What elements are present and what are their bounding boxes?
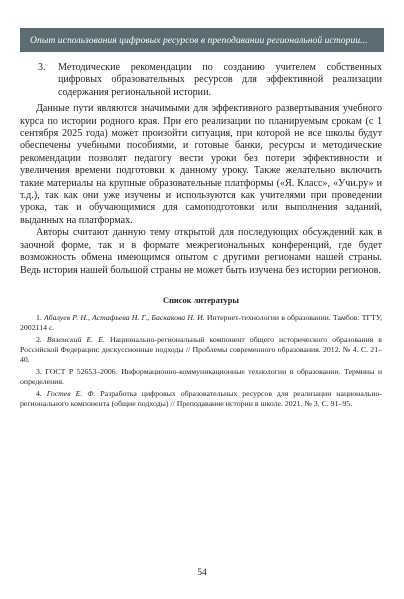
page-number: 54 <box>197 568 207 578</box>
reference-number: 2. <box>36 335 42 345</box>
references-list <box>20 313 382 409</box>
reference-number: 4. <box>36 389 42 399</box>
running-title: Опыт использования цифровых ресурсов в преподавании региональной истории... <box>30 34 368 46</box>
list-item <box>20 62 382 99</box>
paragraph: Авторы считают данную тему открытой для последующих обсуждений как в заочной форме, так и в формате межрегиональных конференций, где будет возможность обмена имеющимся опытом с другими регионами нашей страны. Ведь история нашей большой страны не может быть изучена без истории регионов. <box>20 227 382 276</box>
reference-text: ГОСТ Р 52653–2006. Информационно-коммуникационные технологии в образовании. Термины и определения. <box>20 367 383 387</box>
reference-authors: Гостев Е. Ф. <box>46 389 96 399</box>
reference-item <box>20 367 382 387</box>
reference-text: Интернет-технологии в образовании. Тамбов: ТГТУ, 2002114 с. <box>20 313 382 333</box>
reference-text: Национально-региональный компонент общего исторического образования в Российской Федерации: дискуссионные подходы // Проблемы современного образования. 2012. № 4. С. 21–40. <box>20 335 382 365</box>
reference-number: 3. <box>36 367 42 377</box>
references-title: Список литературы <box>163 295 239 305</box>
reference-number: 1. <box>36 313 42 323</box>
reference-authors: Вяземский Е. Е. <box>46 335 105 345</box>
reference-item <box>20 335 382 365</box>
reference-text: Разработка цифровых образовательных ресурсов для реализации национально-регионального компонента (общие подходы) // Преподавание истории в школе. 2021. № 3. С. 91–95. <box>20 389 382 409</box>
paragraph: Данные пути являются значимыми для эффективного развертывания учебного курса по истории родного края. При его реализации по планируемым срокам (с 1 сентября 2025 года) может произойти ситуация, при которой не все школы будут обеспечены учебными пособиями, и готовые банки, ресурсы и методические рекомендации позволят педагогу вести уроки без потери эффективности и увеличения времени подготовки к данному уроку. Также желательно включить такие материалы на крупные образовательные платформы («Я. Класс», «Учи.ру» и т.д.), так как они уже изучены и используются как учителями при проведении урока, так и обучающимися для самоподготовки или выполнения заданий, выданных на платформах. <box>20 103 382 226</box>
page-body <box>20 62 382 411</box>
list-item-number: 3. <box>38 62 46 73</box>
running-header <box>20 28 384 52</box>
reference-item <box>20 313 382 333</box>
reference-authors: Абалуев Р. Н., Астафьева Н. Г., Баскакова Н. И. <box>44 313 205 323</box>
list-item-text: Методические рекомендации по созданию учителем собственных цифровых образовательных ресурсов для эффективной реализации содержания региональной истории. <box>58 62 382 98</box>
reference-item <box>20 389 382 409</box>
